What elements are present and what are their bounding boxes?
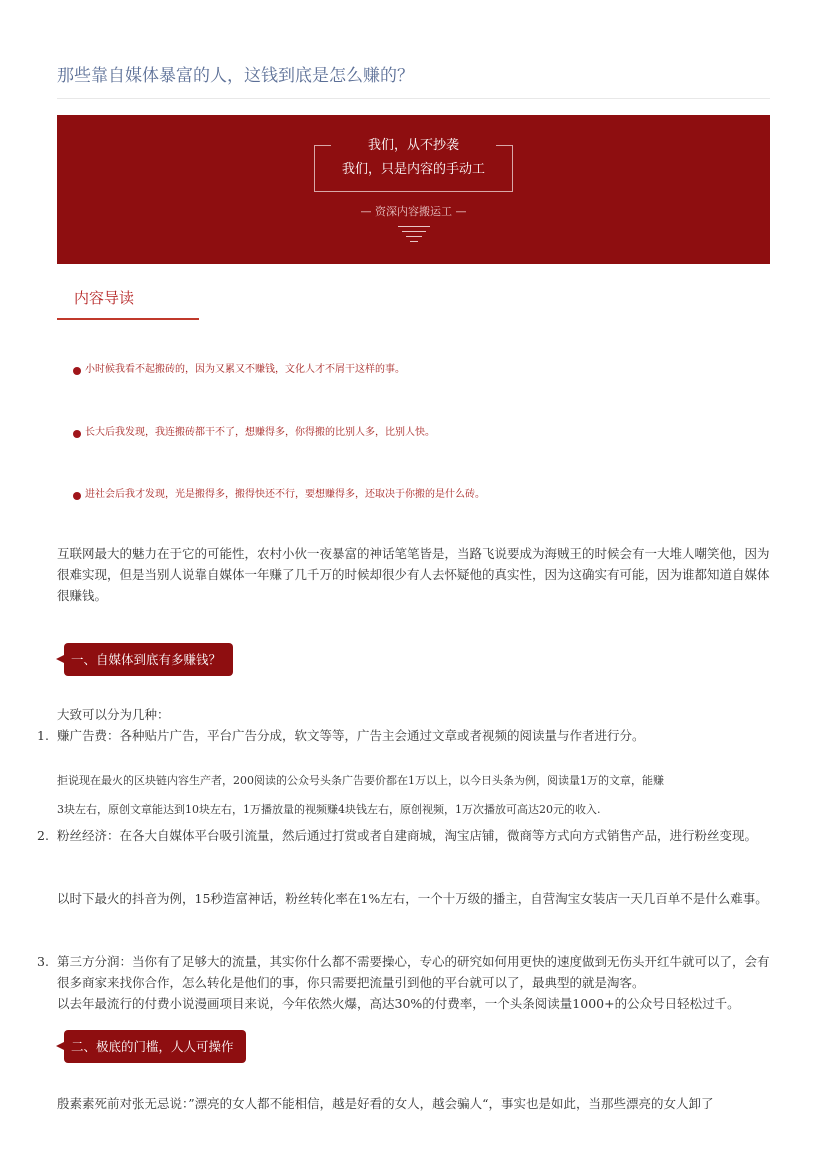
list-number: 3.: [37, 954, 49, 969]
list-item-2-detail: 以时下最火的抖音为例，15秒造富神话，粉丝转化率在1%左右，一个十万级的播主，自营淘宝女装店一天几百单不是什么难事。: [57, 891, 768, 906]
content-guide-label: 内容导读: [74, 289, 135, 307]
guide-bullet-3: 进社会后我才发现，光是搬得多，搬得快还不行，要想赚得多，还取决于你搬的是什么砖。: [73, 488, 485, 502]
list-item-3: 3. 第三方分润：当你有了足够大的流量，其实你什么都不需要操心，专心的研究如何用更快的速度做到无伤头开红牛就可以了，会有很多商家来找你合作，怎么转化是他们的事，你只需要把流量引到他的平台就可以了，最典型的就是淘客。: [57, 951, 770, 993]
list-item-1-detail-a: 拒说现在最火的区块链内容生产者，200阅读的公众号头条广告要价都在1万以上，以今日头条为例，阅读量1万的文章，能赚: [57, 774, 664, 787]
list-item-1-detail-b: 3块左右，原创文章能达到10块左右，1万播放量的视频赚4块钱左右，原创视频，1万次播放可高达20元的收入.: [57, 803, 601, 816]
list-number: 1.: [37, 728, 49, 743]
header-banner: [57, 115, 770, 264]
list-number: 2.: [37, 828, 49, 843]
banner-subtitle: — 资深内容搬运工 —: [360, 205, 467, 218]
content-guide-heading: [57, 287, 199, 320]
list-item-2: 2. 粉丝经济：在各大自媒体平台吸引流量，然后通过打赏或者自建商城，淘宝店铺，微商等方式向方式销售产品，进行粉丝变现。: [57, 825, 770, 846]
guide-bullet-2: 长大后我发现，我连搬砖都干不了，想赚得多，你得搬的比别人多，比别人快。: [73, 426, 435, 440]
guide-bullet-1: 小时候我看不起搬砖的，因为又累又不赚钱，文化人才不屑干这样的事。: [73, 363, 405, 377]
bullet-dot-icon: [73, 430, 81, 438]
section-heading-2: 二、极底的门槛，人人可操作: [64, 1030, 246, 1063]
intro-paragraph: 互联网最大的魅力在于它的可能性，农村小伙一夜暴富的神话笔笔皆是，当路飞说要成为海贼王的时候会有一大堆人嘲笑他，因为很难实现，但是当别人说靠自媒体一年赚了几千万的时候却很少有人去怀疑他的真实性，因为这确实有可能，因为谁都知道自媒体很赚钱。: [57, 546, 770, 603]
banner-line-1: 我们，从不抄袭: [367, 138, 459, 153]
bullet-dot-icon: [73, 492, 81, 500]
banner-lines-icon: [398, 226, 430, 246]
bullet-dot-icon: [73, 367, 81, 375]
list-item-1: 1. 赚广告费：各种贴片广告，平台广告分成，软文等等，广告主会通过文章或者视频的阅读量与作者进行分。: [57, 725, 770, 746]
section-heading-1: 一、自媒体到底有多赚钱？: [64, 643, 233, 676]
list-item-3-detail: 以去年最流行的付费小说漫画项目来说，今年依然火爆，高达30%的付费率，一个头条阅读量1000+的公众号日轻松过千。: [57, 996, 740, 1011]
banner-line-2: 我们，只是内容的手动工: [341, 162, 485, 177]
section1-lead: 大致可以分为几种：: [57, 707, 170, 722]
article-title: 那些靠自媒体暴富的人，这钱到底是怎么赚的？: [57, 64, 770, 99]
section2-paragraph: 殷素素死前对张无忌说：”漂亮的女人都不能相信，越是好看的女人，越会骗人“，事实也是如此，当那些漂亮的女人卸了: [57, 1096, 714, 1111]
